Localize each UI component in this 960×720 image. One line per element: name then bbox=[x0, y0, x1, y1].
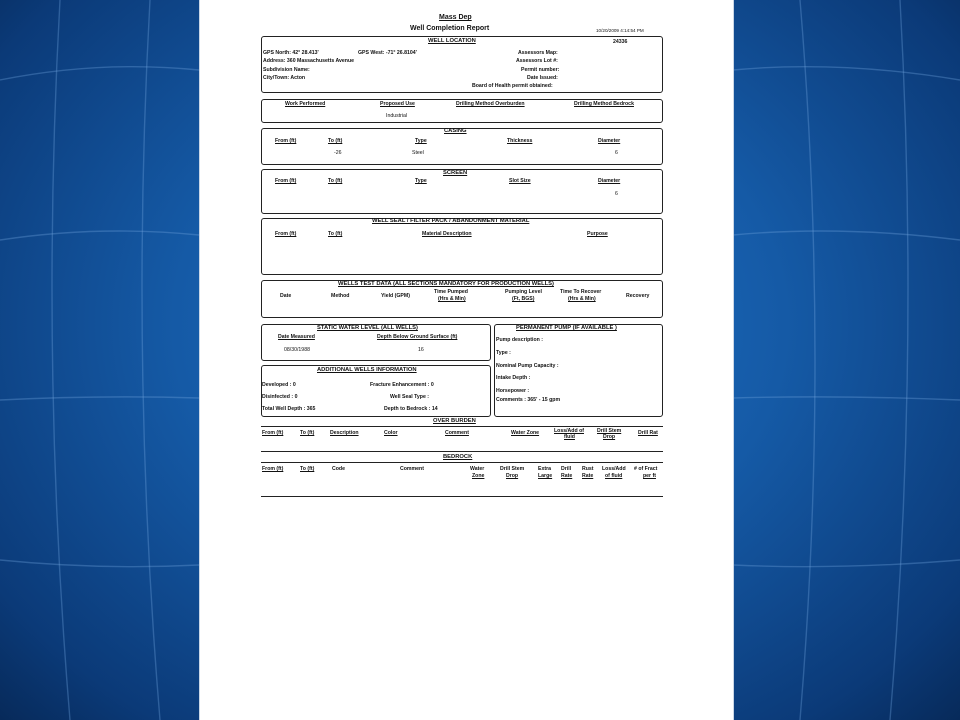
method-overburden: Drilling Method Overburden bbox=[456, 101, 525, 107]
bedrock-water-zone: Zone bbox=[472, 473, 485, 479]
overburden-water-zone: Water Zone bbox=[511, 430, 540, 436]
overburden-rule-bottom bbox=[261, 451, 663, 452]
bedrock-fract-per-ft: per ft bbox=[643, 473, 656, 479]
overburden-rule-top bbox=[261, 426, 663, 427]
board-of-health: Board of Health permit obtained: bbox=[472, 83, 553, 89]
bedrock-rule-top bbox=[261, 462, 663, 463]
method-bedrock: Drilling Method Bedrock bbox=[574, 101, 634, 107]
test-yield: Yield (GPM) bbox=[381, 293, 410, 299]
bedrock-from: From (ft) bbox=[262, 466, 284, 472]
static-date-measured: Date Measured bbox=[278, 334, 315, 340]
pump-comments: Comments : 365' - 15 gpm bbox=[496, 397, 561, 403]
bedrock-drill-stem-drop: Drop bbox=[506, 473, 519, 479]
test-recovery: Recovery bbox=[626, 293, 650, 299]
bedrock-comment: Comment bbox=[400, 466, 424, 472]
overburden-loss-unit: fluid bbox=[564, 434, 575, 440]
additional-disinfected: Disinfected : 0 bbox=[262, 394, 298, 400]
overburden-drill-stem: Drill Stem bbox=[597, 428, 622, 434]
casing-heading: CASING bbox=[444, 128, 467, 134]
overburden-description: Description bbox=[330, 430, 359, 436]
overburden-drill-rate: Drill Rat bbox=[638, 430, 658, 436]
pump-intake: Intake Depth : bbox=[496, 375, 531, 381]
bedrock-rule-bottom bbox=[261, 496, 663, 497]
additional-depth-bedrock: Depth to Bedrock : 14 bbox=[384, 406, 438, 412]
additional-fracture: Fracture Enhancement : 0 bbox=[370, 382, 434, 388]
casing-to: To (ft) bbox=[328, 138, 343, 144]
bedrock-water: Water bbox=[470, 466, 485, 472]
additional-total-depth: Total Well Depth : 365 bbox=[262, 406, 316, 412]
screen-to: To (ft) bbox=[328, 178, 343, 184]
assessors-lot: Assessors Lot #: bbox=[516, 58, 558, 64]
screen-from: From (ft) bbox=[275, 178, 297, 184]
casing-type: Type bbox=[415, 138, 427, 144]
proposed-use-value: Industrial bbox=[386, 113, 408, 119]
test-time-pumped-unit: (Hrs & Min) bbox=[438, 296, 466, 302]
static-date-value: 08/30/1988 bbox=[284, 347, 310, 353]
bedrock-heading: BEDROCK bbox=[443, 454, 473, 460]
casing-type-value: Steel bbox=[412, 150, 424, 156]
bedrock-loss-fluid: of fluid bbox=[605, 473, 623, 479]
bedrock-loss: Loss/Add bbox=[602, 466, 626, 472]
bedrock-drill-rate: Rate bbox=[561, 473, 573, 479]
bedrock-extra-large: Large bbox=[538, 473, 553, 479]
test-time-recover: Time To Recover bbox=[560, 289, 602, 295]
well-location-heading: WELL LOCATION bbox=[428, 38, 476, 44]
pump-description: Pump description : bbox=[496, 337, 543, 343]
additional-developed: Developed : 0 bbox=[262, 382, 296, 388]
report-timestamp: 10/20/2009 4:14:54 PM bbox=[596, 28, 644, 33]
pump-horsepower: Horsepower : bbox=[496, 388, 530, 394]
seal-from: From (ft) bbox=[275, 231, 297, 237]
pump-type: Type : bbox=[496, 350, 511, 356]
screen-slot-size: Slot Size bbox=[509, 178, 531, 184]
gps-north: GPS North: 42° 28.413' bbox=[263, 50, 319, 56]
additional-heading: ADDITIONAL WELLS INFORMATION bbox=[317, 367, 417, 373]
screen-diameter: Diameter bbox=[598, 178, 621, 184]
casing-thickness: Thickness bbox=[507, 138, 533, 144]
screen-diameter-value: 6 bbox=[615, 191, 618, 197]
test-time-pumped: Time Pumped bbox=[434, 289, 468, 295]
subdivision: Subdivision Name: bbox=[263, 67, 310, 73]
overburden-color: Color bbox=[384, 430, 398, 436]
static-depth-below: Depth Below Ground Surface (ft) bbox=[377, 334, 458, 340]
seal-material: Material Description bbox=[422, 231, 472, 237]
city-town: City/Town: Acton bbox=[263, 75, 306, 81]
proposed-use: Proposed Use bbox=[380, 101, 415, 107]
bedrock-to: To (ft) bbox=[300, 466, 315, 472]
overburden-heading: OVER BURDEN bbox=[433, 418, 476, 424]
test-date: Date bbox=[280, 293, 292, 299]
casing-to-value: -26 bbox=[334, 150, 342, 156]
bedrock-fract: # of Fract bbox=[634, 466, 658, 472]
bedrock-code: Code bbox=[332, 466, 345, 472]
casing-diameter: Diameter bbox=[598, 138, 621, 144]
static-heading: STATIC WATER LEVEL (ALL WELLS) bbox=[317, 325, 418, 331]
test-pumping-level: Pumping Level bbox=[505, 289, 542, 295]
pump-heading: PERMANENT PUMP (IF AVAILABLE ) bbox=[516, 325, 617, 331]
agency-title: Mass Dep bbox=[439, 14, 472, 21]
seal-heading: WELL SEAL / FILTER PACK / ABANDONMENT MATERIAL bbox=[372, 218, 530, 224]
bedrock-rust: Rust bbox=[582, 466, 594, 472]
date-issued: Date Issued: bbox=[527, 75, 558, 81]
overburden-drill-stem-unit: Drop bbox=[603, 434, 616, 440]
additional-seal-type: Well Seal Type : bbox=[390, 394, 430, 400]
overburden-loss: Loss/Add of bbox=[554, 428, 584, 434]
bedrock-drill: Drill bbox=[561, 466, 572, 472]
pump-capacity: Nominal Pump Capacity : bbox=[496, 363, 559, 369]
screen-type: Type bbox=[415, 178, 427, 184]
report-number: 24336 bbox=[613, 39, 628, 45]
report-page bbox=[199, 0, 734, 720]
gps-west: GPS West: -71° 26.8104' bbox=[358, 50, 417, 56]
static-depth-value: 16 bbox=[418, 347, 424, 353]
screen-heading: SCREEN bbox=[443, 170, 468, 176]
overburden-to: To (ft) bbox=[300, 430, 315, 436]
seal-purpose: Purpose bbox=[587, 231, 608, 237]
test-data-heading: WELLS TEST DATA (ALL SECTIONS MANDATORY FOR PRODUCTION WELLS) bbox=[338, 281, 554, 287]
test-time-recover-unit: (Hrs & Min) bbox=[568, 296, 596, 302]
seal-to: To (ft) bbox=[328, 231, 343, 237]
report-title: Well Completion Report bbox=[410, 25, 490, 32]
bedrock-drill-stem: Drill Stem bbox=[500, 466, 525, 472]
test-method: Method bbox=[331, 293, 350, 299]
overburden-from: From (ft) bbox=[262, 430, 284, 436]
casing-diameter-value: 6 bbox=[615, 150, 618, 156]
bedrock-extra: Extra bbox=[538, 466, 551, 472]
casing-from: From (ft) bbox=[275, 138, 297, 144]
work-performed: Work Performed bbox=[285, 101, 326, 107]
permit-number: Permit number: bbox=[521, 67, 560, 73]
test-pumping-level-unit: (Ft, BGS) bbox=[512, 296, 535, 302]
bedrock-rust-rate: Rate bbox=[582, 473, 594, 479]
assessors-map: Assessors Map: bbox=[518, 50, 558, 56]
seal-box bbox=[261, 218, 663, 275]
address: Address: 360 Massachusetts Avenue bbox=[263, 58, 355, 64]
overburden-comment: Comment bbox=[445, 430, 469, 436]
